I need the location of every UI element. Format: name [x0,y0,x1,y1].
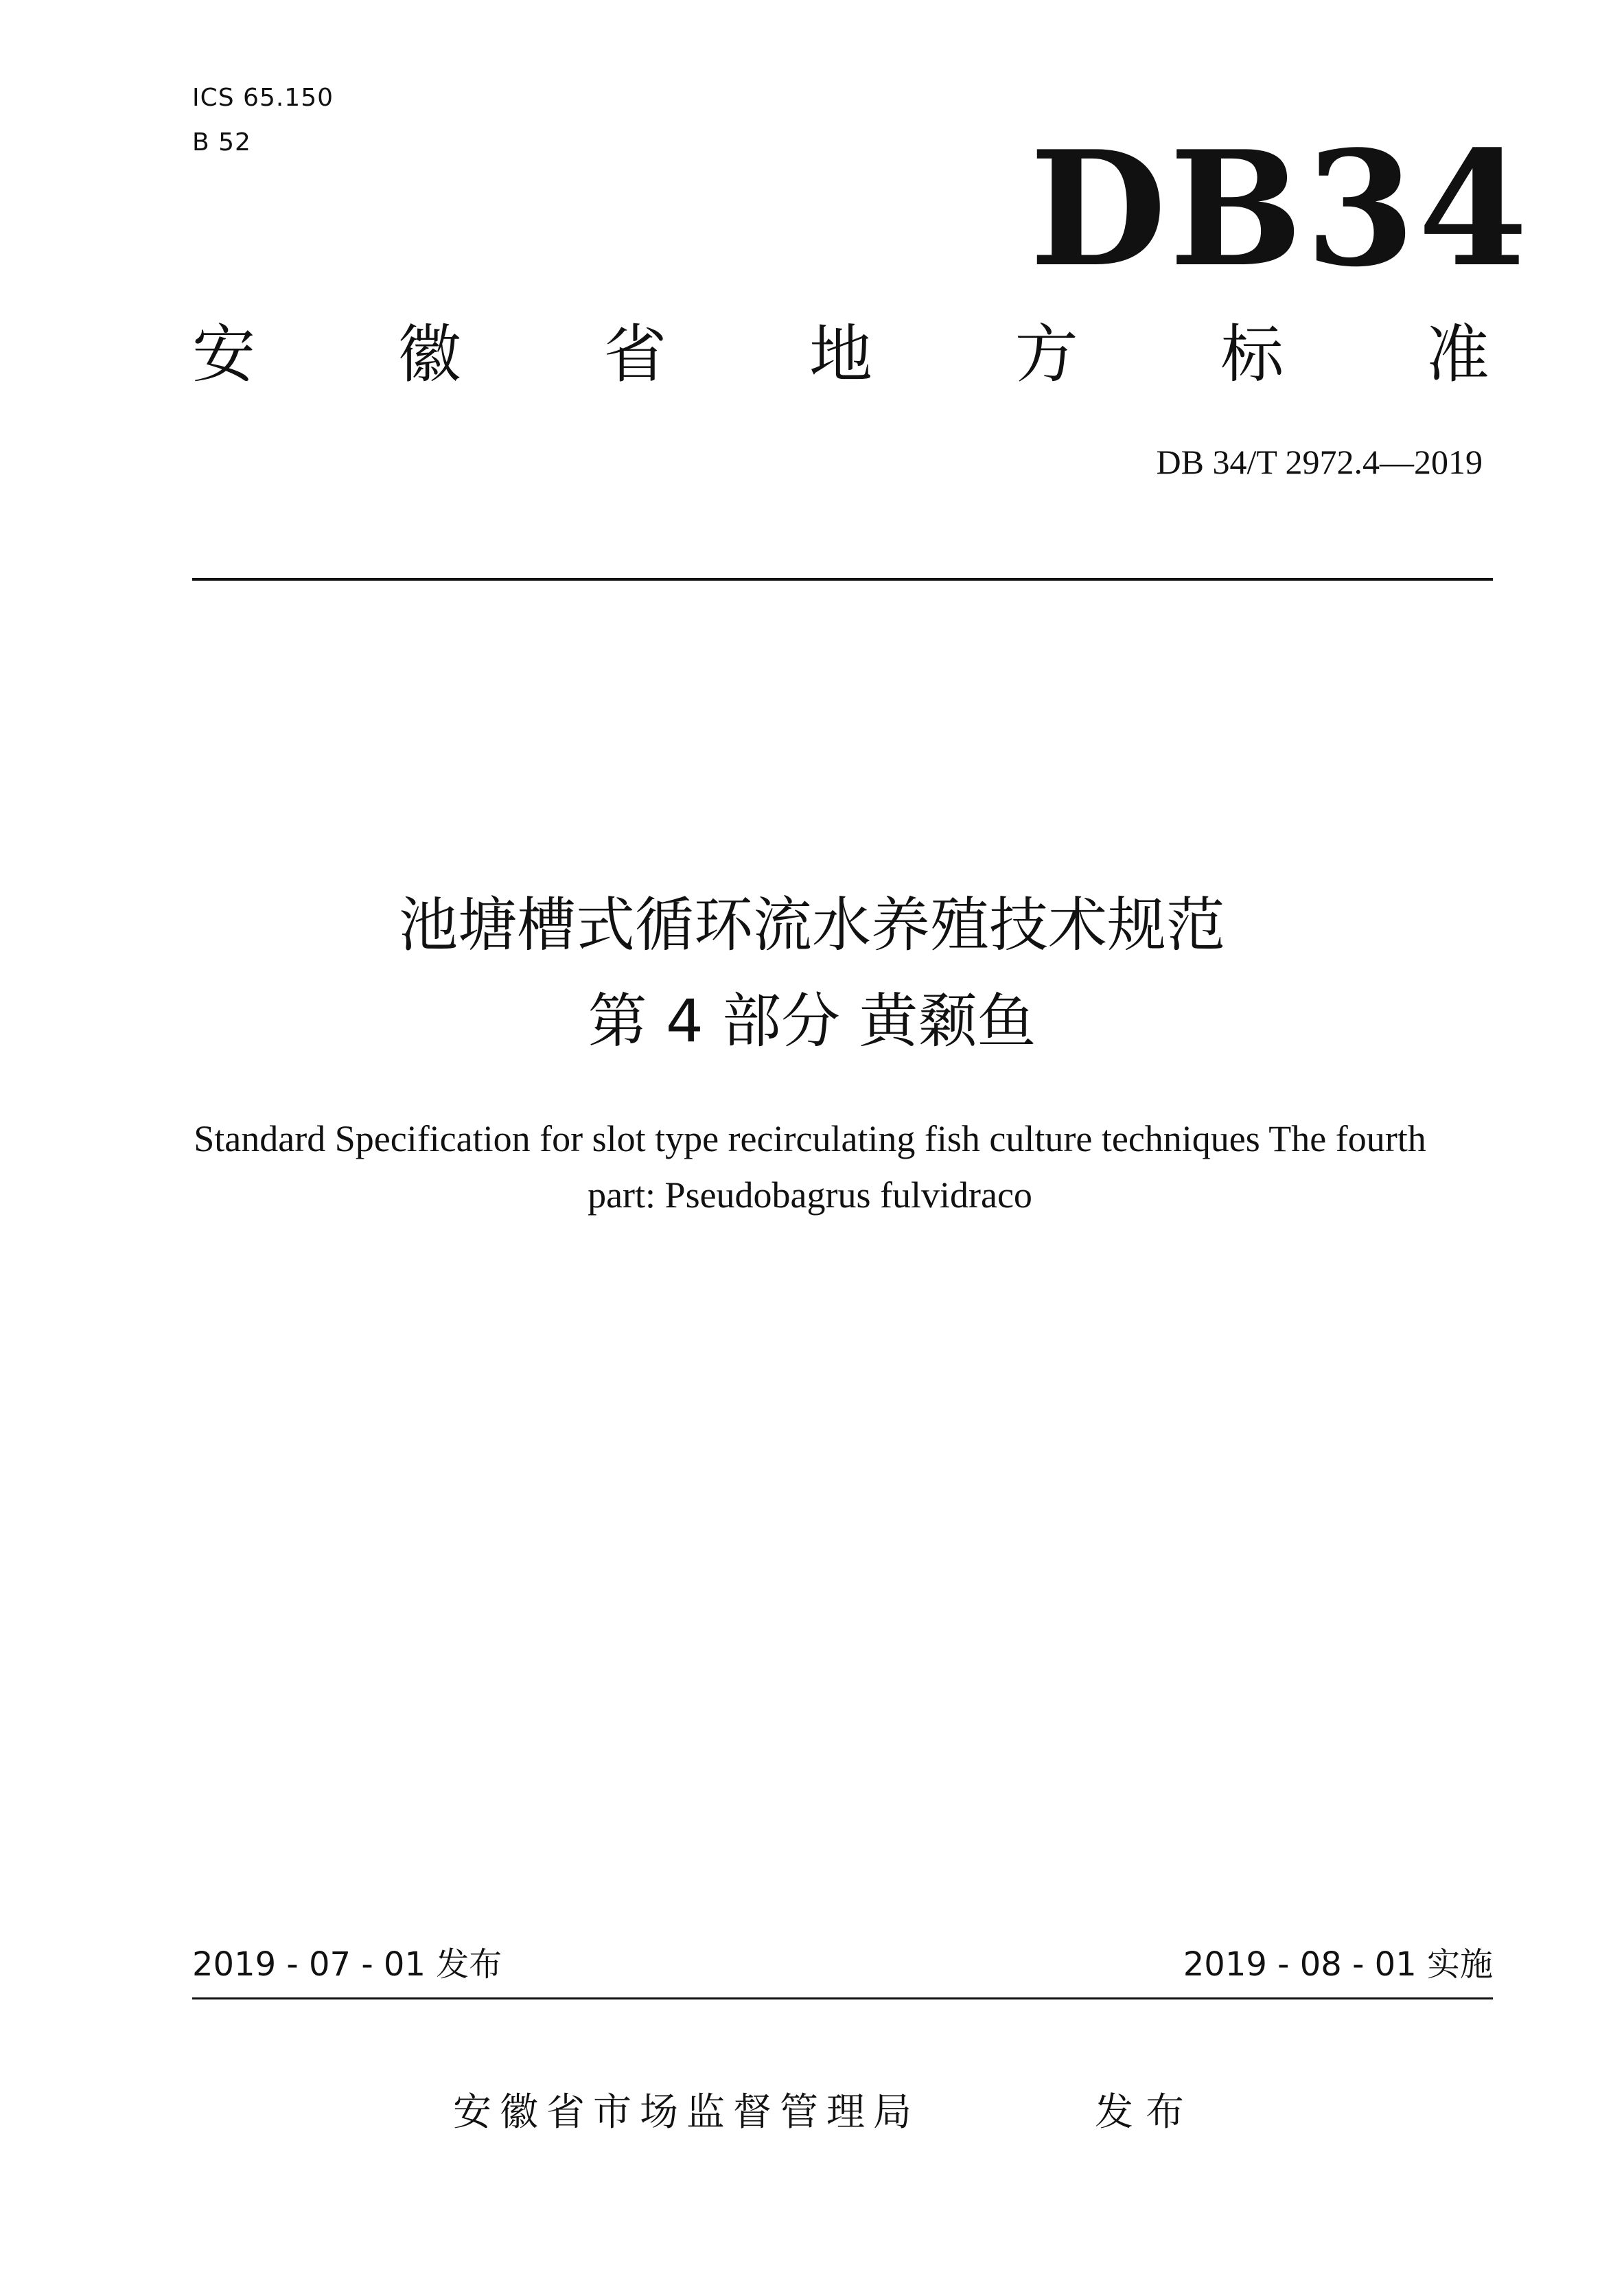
title-english-line-2: part: Pseudobagrus fulvidraco [588,1174,1032,1216]
standard-type-char: 安 [192,318,256,391]
ics-code: ICS 65.150 [192,84,334,112]
header-divider [192,578,1493,581]
standard-number: DB 34/T 2972.4—2019 [1156,443,1483,481]
title-english [137,1111,1483,1223]
issue-date: 2019 - 07 - 01 发布 [192,1945,502,1984]
standard-type-char: 地 [809,318,872,391]
title-chinese-line-1: 池塘槽式循环流水养殖技术规范 [399,891,1225,960]
title-chinese-line-2: 第 4 部分 黄颡鱼 [588,987,1036,1056]
standard-type-char: 标 [1220,318,1284,391]
standard-type-char: 徽 [397,318,461,391]
issuing-authority: 安徽省市场监督管理局 [453,2090,920,2135]
publish-label: 发布 [1095,2090,1196,2135]
standard-type-char: 方 [1014,318,1078,391]
implementation-date: 2019 - 08 - 01 实施 [1183,1945,1493,1984]
standard-type-char: 准 [1426,318,1489,391]
title-english-line-1: Standard Specification for slot type recirculating fish culture techniques The fourth [194,1118,1426,1159]
standard-type-heading [192,317,1489,393]
standard-brand-logo: DB34 [1030,117,1531,302]
footer-divider [192,1997,1493,1999]
standard-type-char: 省 [603,318,667,391]
ccs-code: B 52 [192,128,251,156]
